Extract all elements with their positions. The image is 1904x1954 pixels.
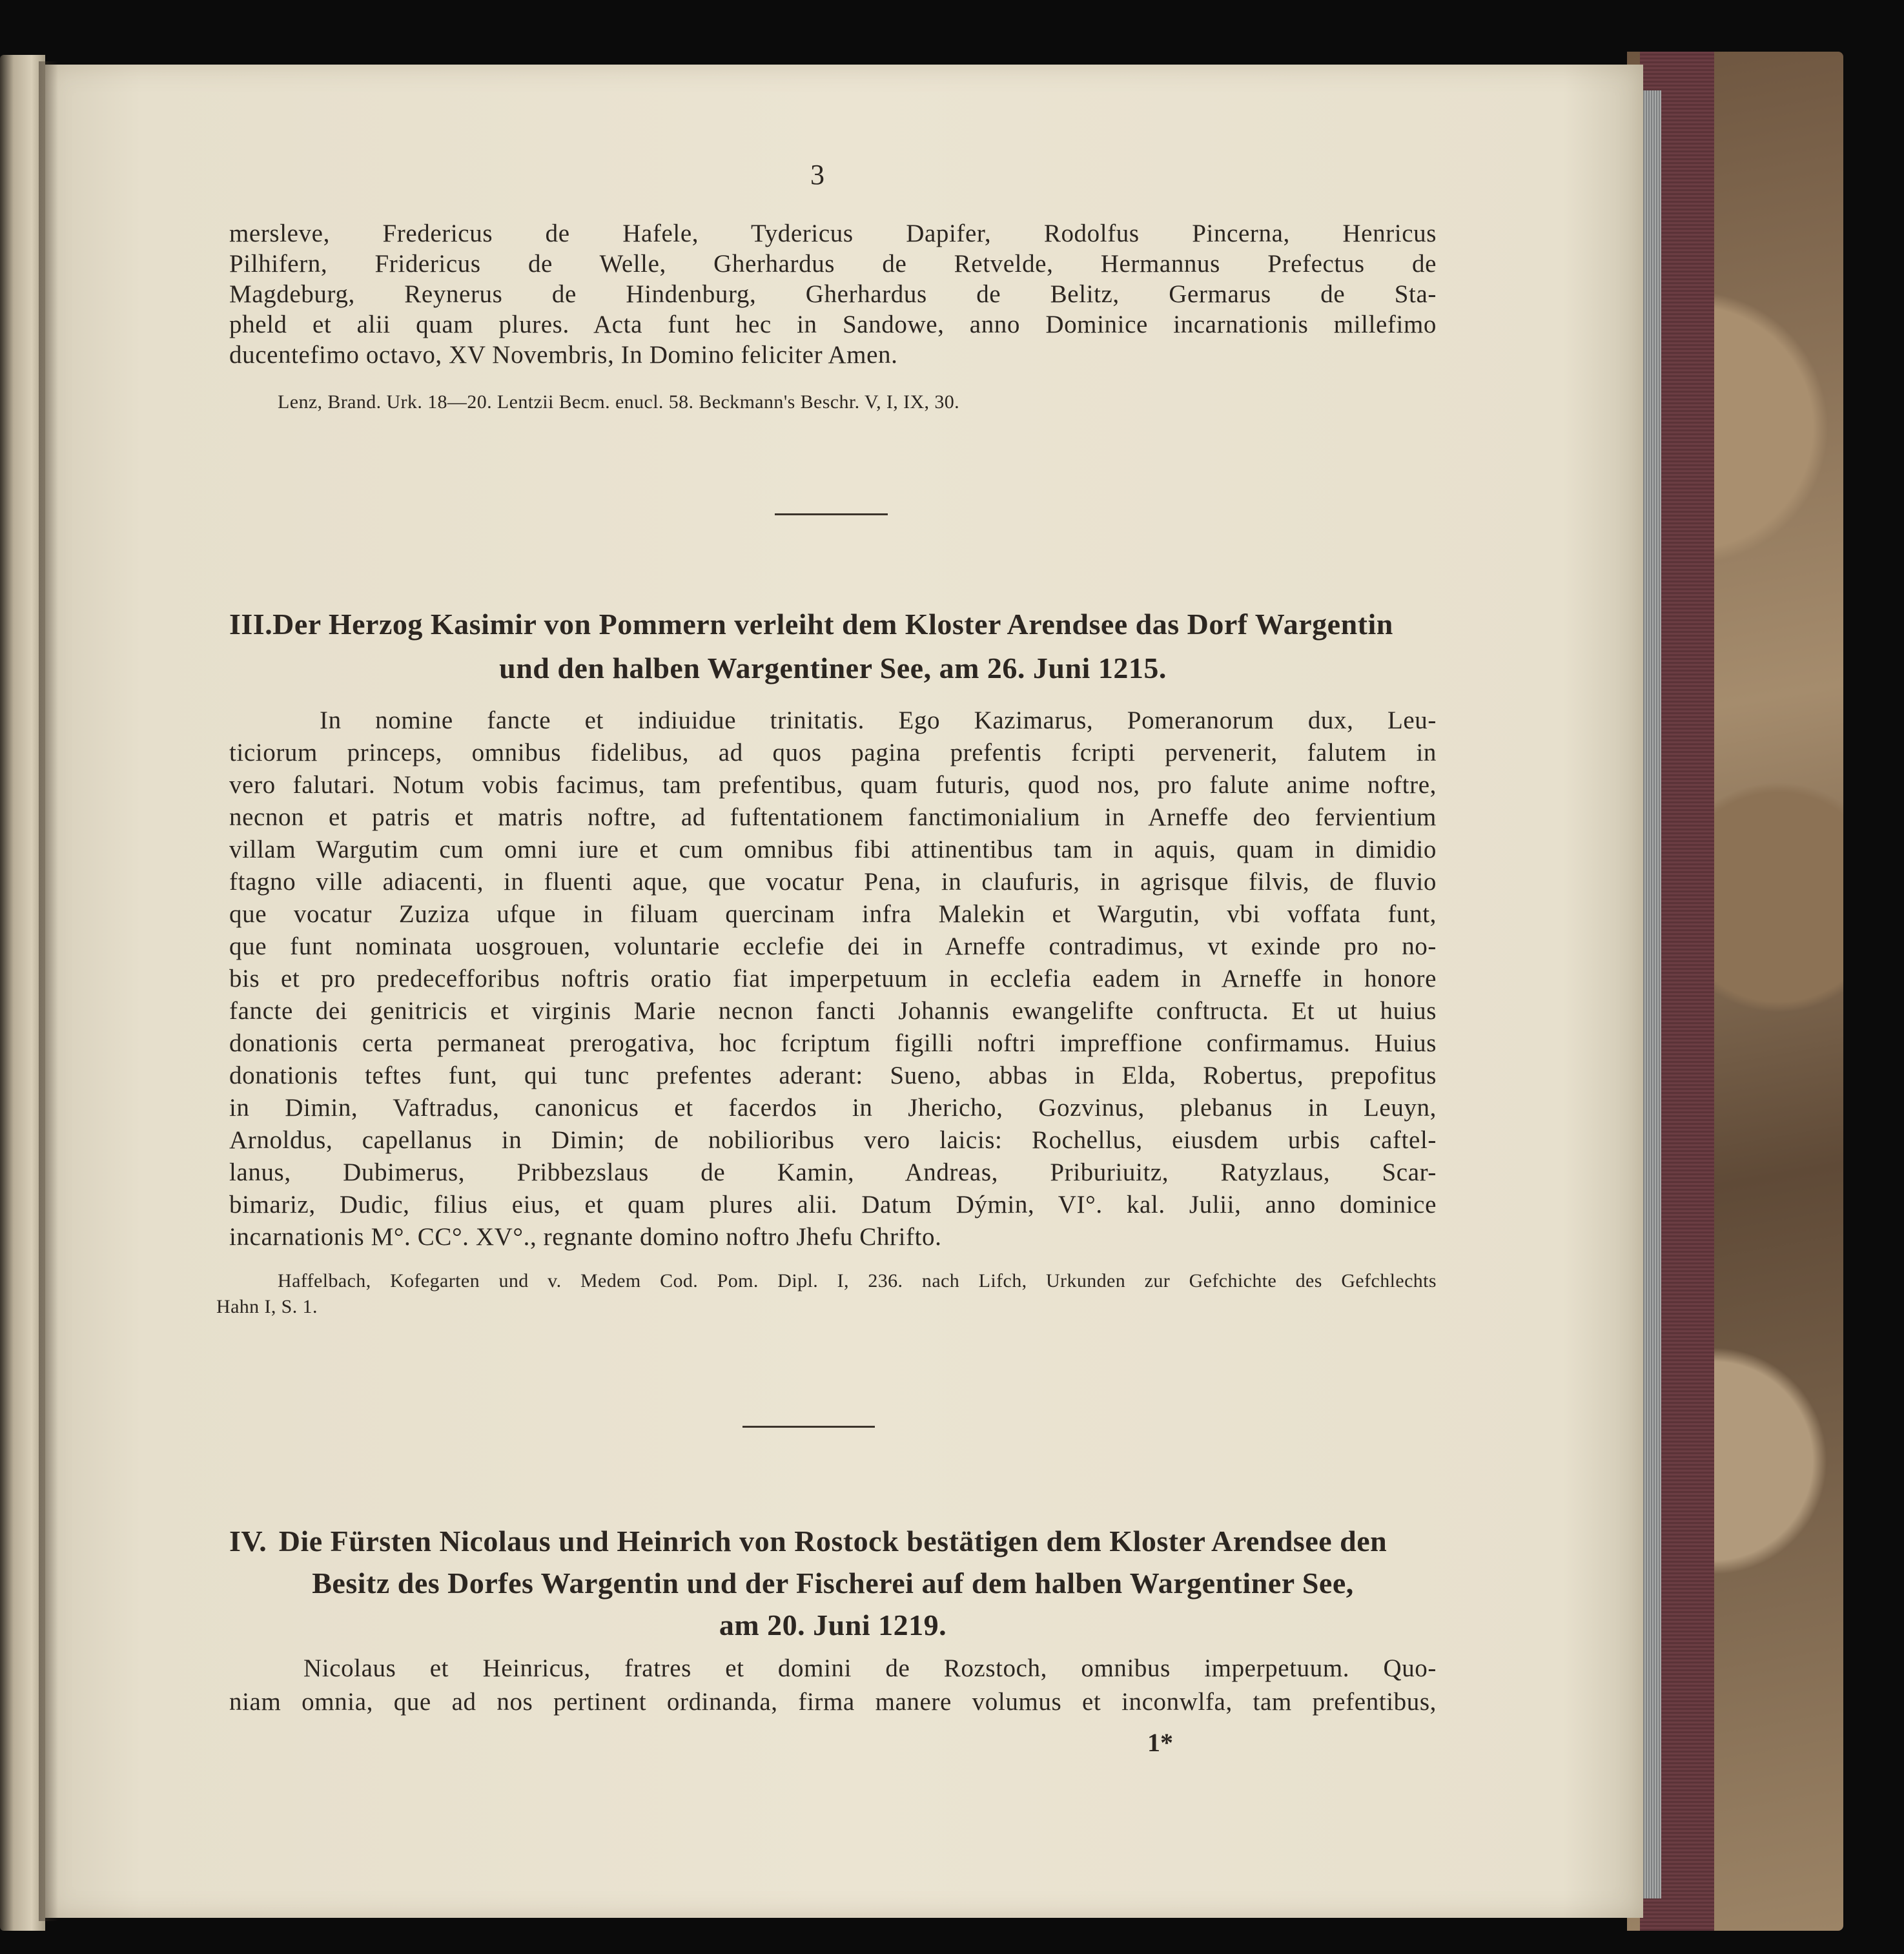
doc-title-line: Die Fürsten Nicolaus und Heinrich von Rostock bestätigen dem Kloster Arendsee den — [278, 1525, 1387, 1558]
source-note-line: Hahn I, S. 1. — [216, 1296, 318, 1317]
doc-title-line: Der Herzog Kasimir von Pommern verleiht dem Kloster Arendsee das Dorf Wargentin — [272, 608, 1393, 641]
text-line: necnon et patris et matris noftre, ad fuftentationem fanctimonialium in Arneffe deo fervientium — [229, 803, 1437, 831]
source-note: Lenz, Brand. Urk. 18—20. Lentzii Becm. enucl. 58. Beckmann's Beschr. V, I, IX, 30. — [278, 391, 960, 413]
source-note-line: Haffelbach, Kofegarten und v. Medem Cod. Pom. Dipl. I, 236. nach Lifch, Urkunden zur Gefchichte des Gefchlechts — [278, 1270, 1437, 1291]
doc-number: III. — [229, 608, 273, 641]
text-line: que vocatur Zuziza ufque in filuam quercinam infra Malekin et Wargutin, vbi voffata funt, — [229, 900, 1437, 928]
page-block-edge — [1643, 90, 1661, 1898]
text-line: pheld et alii quam plures. Acta funt hec in Sandowe, anno Dominice incarnationis millefimo — [229, 311, 1437, 338]
gutter-shadow — [39, 61, 58, 1921]
doc-title-line: Besitz des Dorfes Wargentin und der Fischerei auf dem halben Wargentiner See, — [312, 1567, 1354, 1599]
text-line: ftagno ville adiacenti, in fluenti aque, que vocatur Pena, in claufuris, in agrisque filvis, de fluvio — [229, 868, 1437, 896]
section-divider — [775, 513, 888, 515]
text-line: Pilhifern, Fridericus de Welle, Gherhardus de Retvelde, Hermannus Prefectus de — [229, 250, 1437, 278]
text-line: Magdeburg, Reynerus de Hindenburg, Gherhardus de Belitz, Germarus de Sta- — [229, 280, 1437, 308]
section-divider — [742, 1426, 875, 1428]
signature-mark: 1* — [1147, 1728, 1173, 1757]
text-line: ducentefimo octavo, XV Novembris, In Domino feliciter Amen. — [229, 341, 898, 369]
text-line: Nicolaus et Heinricus, fratres et domini de Rozstoch, omnibus imperpetuum. Quo- — [303, 1654, 1437, 1682]
text-line: donationis certa permaneat prerogativa, hoc fcriptum figilli noftri impreffione confirmamus. Huius — [229, 1029, 1437, 1057]
text-line: Arnoldus, capellanus in Dimin; de nobilioribus vero laicis: Rochellus, eiusdem urbis caftel- — [229, 1126, 1437, 1154]
text-line: donationis teftes funt, qui tunc prefentes aderant: Sueno, abbas in Elda, Robertus, prepofitus — [229, 1062, 1437, 1089]
text-line: bimariz, Dudic, filius eius, et quam plures alii. Datum Dýmin, VI°. kal. Julii, anno dominice — [229, 1191, 1437, 1219]
page-number: 3 — [810, 159, 824, 190]
text-line: incarnationis M°. CC°. XV°., regnante domino noftro Jhefu Chrifto. — [229, 1223, 942, 1251]
text-line: fancte dei genitricis et virginis Marie necnon fancti Johannis ewangelifte conftructa. Et ut huius — [229, 997, 1437, 1025]
doc-title-line: und den halben Wargentiner See, am 26. Juni 1215. — [499, 652, 1167, 684]
text-line: que funt nominata uosgrouen, voluntarie ecclefie dei in Arneffe contradimus, vt exinde pro no- — [229, 932, 1437, 960]
text-line: bis et pro predecefforibus noftris oratio fiat imperpetuum in ecclefia eadem in Arneffe in honore — [229, 965, 1437, 992]
text-line: in Dimin, Vaftradus, canonicus et facerdos in Jhericho, Gozvinus, plebanus in Leuyn, — [229, 1094, 1437, 1122]
text-line: niam omnia, que ad nos pertinent ordinanda, firma manere volumus et inconwlfa, tam prefentibus, — [229, 1688, 1437, 1716]
text-line: vero falutari. Notum vobis facimus, tam prefentibus, quam futuris, quod nos, pro falute anime noftre, — [229, 771, 1437, 799]
doc-number: IV. — [229, 1525, 267, 1558]
text-line: In nomine fancte et indiuidue trinitatis. Ego Kazimarus, Pomeranorum dux, Leu- — [320, 706, 1437, 734]
text-line: mersleve, Fredericus de Hafele, Tydericus Dapifer, Rodolfus Pincerna, Henricus — [229, 220, 1437, 247]
text-line: ticiorum princeps, omnibus fidelibus, ad quos pagina prefentis fcripti pervenerit, falutem in — [229, 739, 1437, 766]
text-line: villam Wargutim cum omni iure et cum omnibus fibi attinentibus tam in aquis, quam in dimidio — [229, 836, 1437, 863]
doc-title-line: am 20. Juni 1219. — [719, 1609, 947, 1641]
text-line: lanus, Dubimerus, Pribbezslaus de Kamin, Andreas, Priburiuitz, Ratyzlaus, Scar- — [229, 1158, 1437, 1186]
